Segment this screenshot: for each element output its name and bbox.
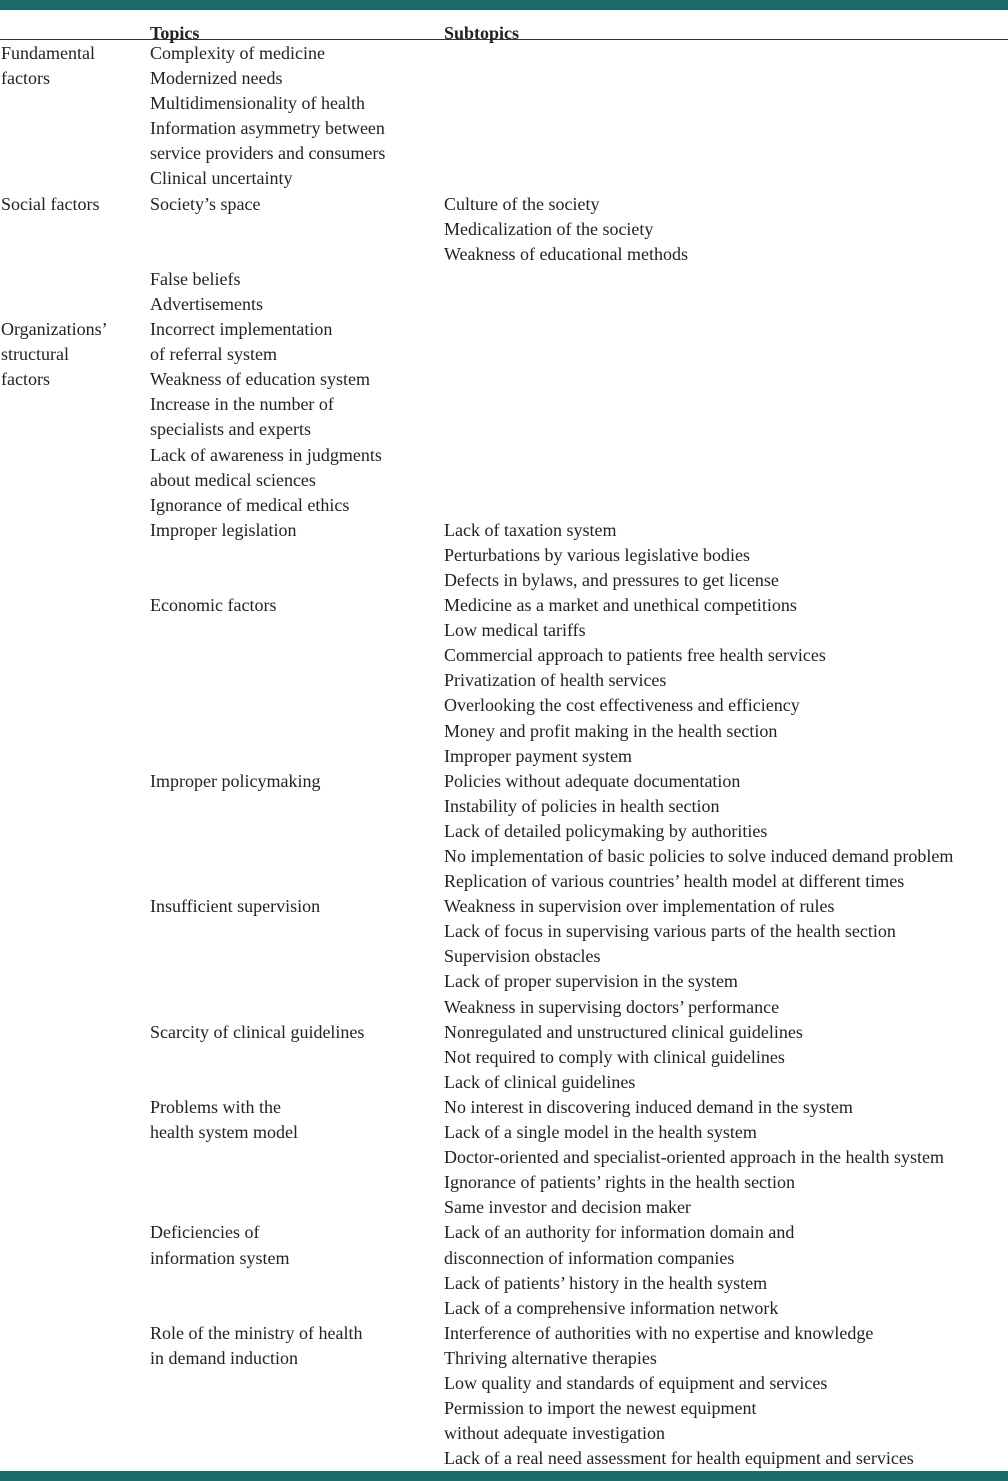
subtopic-cell: Weakness in supervision over implementation of rules — [444, 896, 835, 917]
category-cell: factors — [1, 369, 50, 390]
topic-cell: about medical sciences — [150, 469, 316, 490]
table-body — [0, 40, 1008, 1470]
topic-cell: Improper legislation — [150, 519, 297, 540]
topic-cell: Problems with the — [150, 1096, 281, 1117]
subtopic-cell: Defects in bylaws, and pressures to get license — [444, 569, 779, 590]
topic-cell: Incorrect implementation — [150, 319, 333, 340]
table-row — [0, 1395, 1008, 1420]
subtopic-cell: Medicalization of the society — [444, 218, 654, 239]
table-row — [0, 1270, 1008, 1295]
table-row — [0, 416, 1008, 441]
subtopic-cell: Lack of a real need assessment for health equipment and services — [444, 1448, 914, 1469]
table-row — [0, 843, 1008, 868]
table-row — [0, 442, 1008, 467]
table-row — [0, 241, 1008, 266]
topic-cell: Ignorance of medical ethics — [150, 494, 350, 515]
table-row — [0, 1119, 1008, 1144]
table-row — [0, 642, 1008, 667]
subtopic-cell: Lack of focus in supervising various parts of the health section — [444, 921, 896, 942]
category-cell: Fundamental — [1, 43, 95, 63]
subtopic-cell: Policies without adequate documentation — [444, 770, 741, 791]
topic-cell: information system — [150, 1247, 290, 1268]
subtopic-cell: Lack of a single model in the health system — [444, 1122, 757, 1143]
subtopic-cell: Ignorance of patients’ rights in the health section — [444, 1172, 796, 1193]
table-row — [0, 1295, 1008, 1320]
table-row — [0, 918, 1008, 943]
table-row — [0, 140, 1008, 165]
topic-cell: Modernized needs — [150, 68, 283, 89]
table-row — [0, 1345, 1008, 1370]
table-row — [0, 291, 1008, 316]
category-cell: Organizations’ — [1, 319, 108, 340]
topic-cell: Economic factors — [150, 595, 277, 616]
table-row — [0, 718, 1008, 743]
topic-cell: specialists and experts — [150, 419, 311, 440]
table-row — [0, 115, 1008, 140]
table-row — [0, 994, 1008, 1019]
topic-cell: Lack of awareness in judgments — [150, 444, 382, 465]
topic-cell: Advertisements — [150, 293, 263, 314]
subtopic-cell: Nonregulated and unstructured clinical guidelines — [444, 1021, 803, 1042]
table-row — [0, 40, 1008, 65]
table-row — [0, 943, 1008, 968]
category-cell: factors — [1, 68, 50, 89]
table-row — [0, 868, 1008, 893]
subtopic-cell: Interference of authorities with no expertise and knowledge — [444, 1322, 874, 1343]
topic-cell: in demand induction — [150, 1347, 298, 1368]
table-row — [0, 893, 1008, 918]
bottom-border-bar — [0, 1471, 1008, 1481]
subtopic-cell: Commercial approach to patients free health services — [444, 645, 826, 666]
topic-cell: Insufficient supervision — [150, 896, 321, 917]
table-row — [0, 793, 1008, 818]
table-row — [0, 1069, 1008, 1094]
subtopic-cell: Low medical tariffs — [444, 620, 586, 641]
subtopic-cell: Lack of detailed policymaking by authorities — [444, 820, 768, 841]
table-row — [0, 341, 1008, 366]
subtopic-cell: No implementation of basic policies to solve induced demand problem — [444, 846, 954, 866]
table-row — [0, 492, 1008, 517]
table-row — [0, 542, 1008, 567]
topic-cell: of referral system — [150, 344, 277, 365]
subtopic-cell: Low quality and standards of equipment and services — [444, 1372, 828, 1393]
top-border-bar — [0, 0, 1008, 10]
table-row — [0, 1094, 1008, 1119]
table-row — [0, 1445, 1008, 1470]
table-row — [0, 316, 1008, 341]
table-row — [0, 1320, 1008, 1345]
subtopic-cell: Lack of proper supervision in the system — [444, 971, 738, 992]
subtopic-cell: Medicine as a market and unethical competitions — [444, 595, 797, 616]
subtopic-cell: Weakness of educational methods — [444, 243, 688, 264]
table-row — [0, 165, 1008, 190]
topic-cell: health system model — [150, 1122, 298, 1143]
table-row — [0, 366, 1008, 391]
subtopic-cell: Weakness in supervising doctors’ performance — [444, 996, 780, 1017]
subtopic-cell: Overlooking the cost effectiveness and efficiency — [444, 695, 800, 716]
table-row — [0, 517, 1008, 542]
table-row — [0, 768, 1008, 793]
topic-cell: Deficiencies of — [150, 1222, 260, 1243]
category-cell: structural — [1, 344, 69, 365]
table-row — [0, 592, 1008, 617]
topic-cell: Increase in the number of — [150, 394, 334, 415]
table-row — [0, 968, 1008, 993]
topic-cell: Multidimensionality of health — [150, 93, 365, 114]
subtopic-cell: Perturbations by various legislative bodies — [444, 544, 750, 565]
table-row — [0, 1044, 1008, 1069]
subtopic-cell: Money and profit making in the health section — [444, 720, 778, 741]
topic-cell: Society’s space — [150, 193, 261, 214]
table-row — [0, 266, 1008, 291]
subtopic-cell: Lack of clinical guidelines — [444, 1071, 636, 1092]
subtopic-cell: Instability of policies in health section — [444, 795, 720, 816]
topic-cell: service providers and consumers — [150, 143, 386, 164]
table-row — [0, 191, 1008, 216]
subtopic-cell: Lack of taxation system — [444, 519, 617, 540]
table-row — [0, 467, 1008, 492]
subtopic-cell: Lack of an authority for information domain and — [444, 1222, 795, 1243]
table-row — [0, 692, 1008, 717]
table-row — [0, 1169, 1008, 1194]
table-row — [0, 90, 1008, 115]
subtopic-cell: Replication of various countries’ health model at different times — [444, 871, 905, 892]
subtopic-cell: without adequate investigation — [444, 1423, 665, 1444]
table-row — [0, 743, 1008, 768]
table-row — [0, 567, 1008, 592]
table-header — [0, 10, 1008, 43]
subtopic-cell: Culture of the society — [444, 193, 600, 214]
subtopic-cell: Doctor-oriented and specialist-oriented approach in the health system — [444, 1147, 944, 1168]
subtopic-cell: Improper payment system — [444, 745, 632, 766]
subtopic-cell: Same investor and decision maker — [444, 1197, 691, 1218]
subtopic-cell: Not required to comply with clinical guidelines — [444, 1046, 785, 1067]
topic-cell: Information asymmetry between — [150, 118, 385, 139]
table-row — [0, 1144, 1008, 1169]
topic-cell: Complexity of medicine — [150, 43, 325, 63]
table-row — [0, 391, 1008, 416]
subtopic-cell: Permission to import the newest equipment — [444, 1398, 757, 1419]
topic-cell: Clinical uncertainty — [150, 168, 293, 189]
subtopic-cell: Supervision obstacles — [444, 946, 601, 967]
table-row — [0, 1019, 1008, 1044]
subtopics-column-header: Subtopics — [444, 23, 520, 43]
table-row — [0, 667, 1008, 692]
table-row — [0, 617, 1008, 642]
table-row — [0, 216, 1008, 241]
subtopic-cell: Thriving alternative therapies — [444, 1347, 657, 1368]
topic-cell: Improper policymaking — [150, 770, 321, 791]
subtopic-cell: Lack of patients’ history in the health system — [444, 1272, 768, 1293]
table-row — [0, 1194, 1008, 1219]
table-row — [0, 1245, 1008, 1270]
subtopic-cell: No interest in discovering induced demand in the system — [444, 1096, 853, 1117]
subtopic-cell: Privatization of health services — [444, 670, 667, 691]
subtopic-cell: Lack of a comprehensive information network — [444, 1297, 779, 1318]
subtopic-cell: disconnection of information companies — [444, 1247, 735, 1268]
topic-cell: False beliefs — [150, 268, 241, 289]
table-row — [0, 1219, 1008, 1244]
topic-cell: Weakness of education system — [150, 369, 370, 390]
table-row — [0, 1370, 1008, 1395]
category-cell: Social factors — [1, 193, 100, 214]
table-row — [0, 65, 1008, 90]
table-row — [0, 1420, 1008, 1445]
table-row — [0, 818, 1008, 843]
topic-cell: Scarcity of clinical guidelines — [150, 1021, 365, 1042]
topics-column-header: Topics — [150, 23, 200, 43]
topic-cell: Role of the ministry of health — [150, 1322, 363, 1343]
